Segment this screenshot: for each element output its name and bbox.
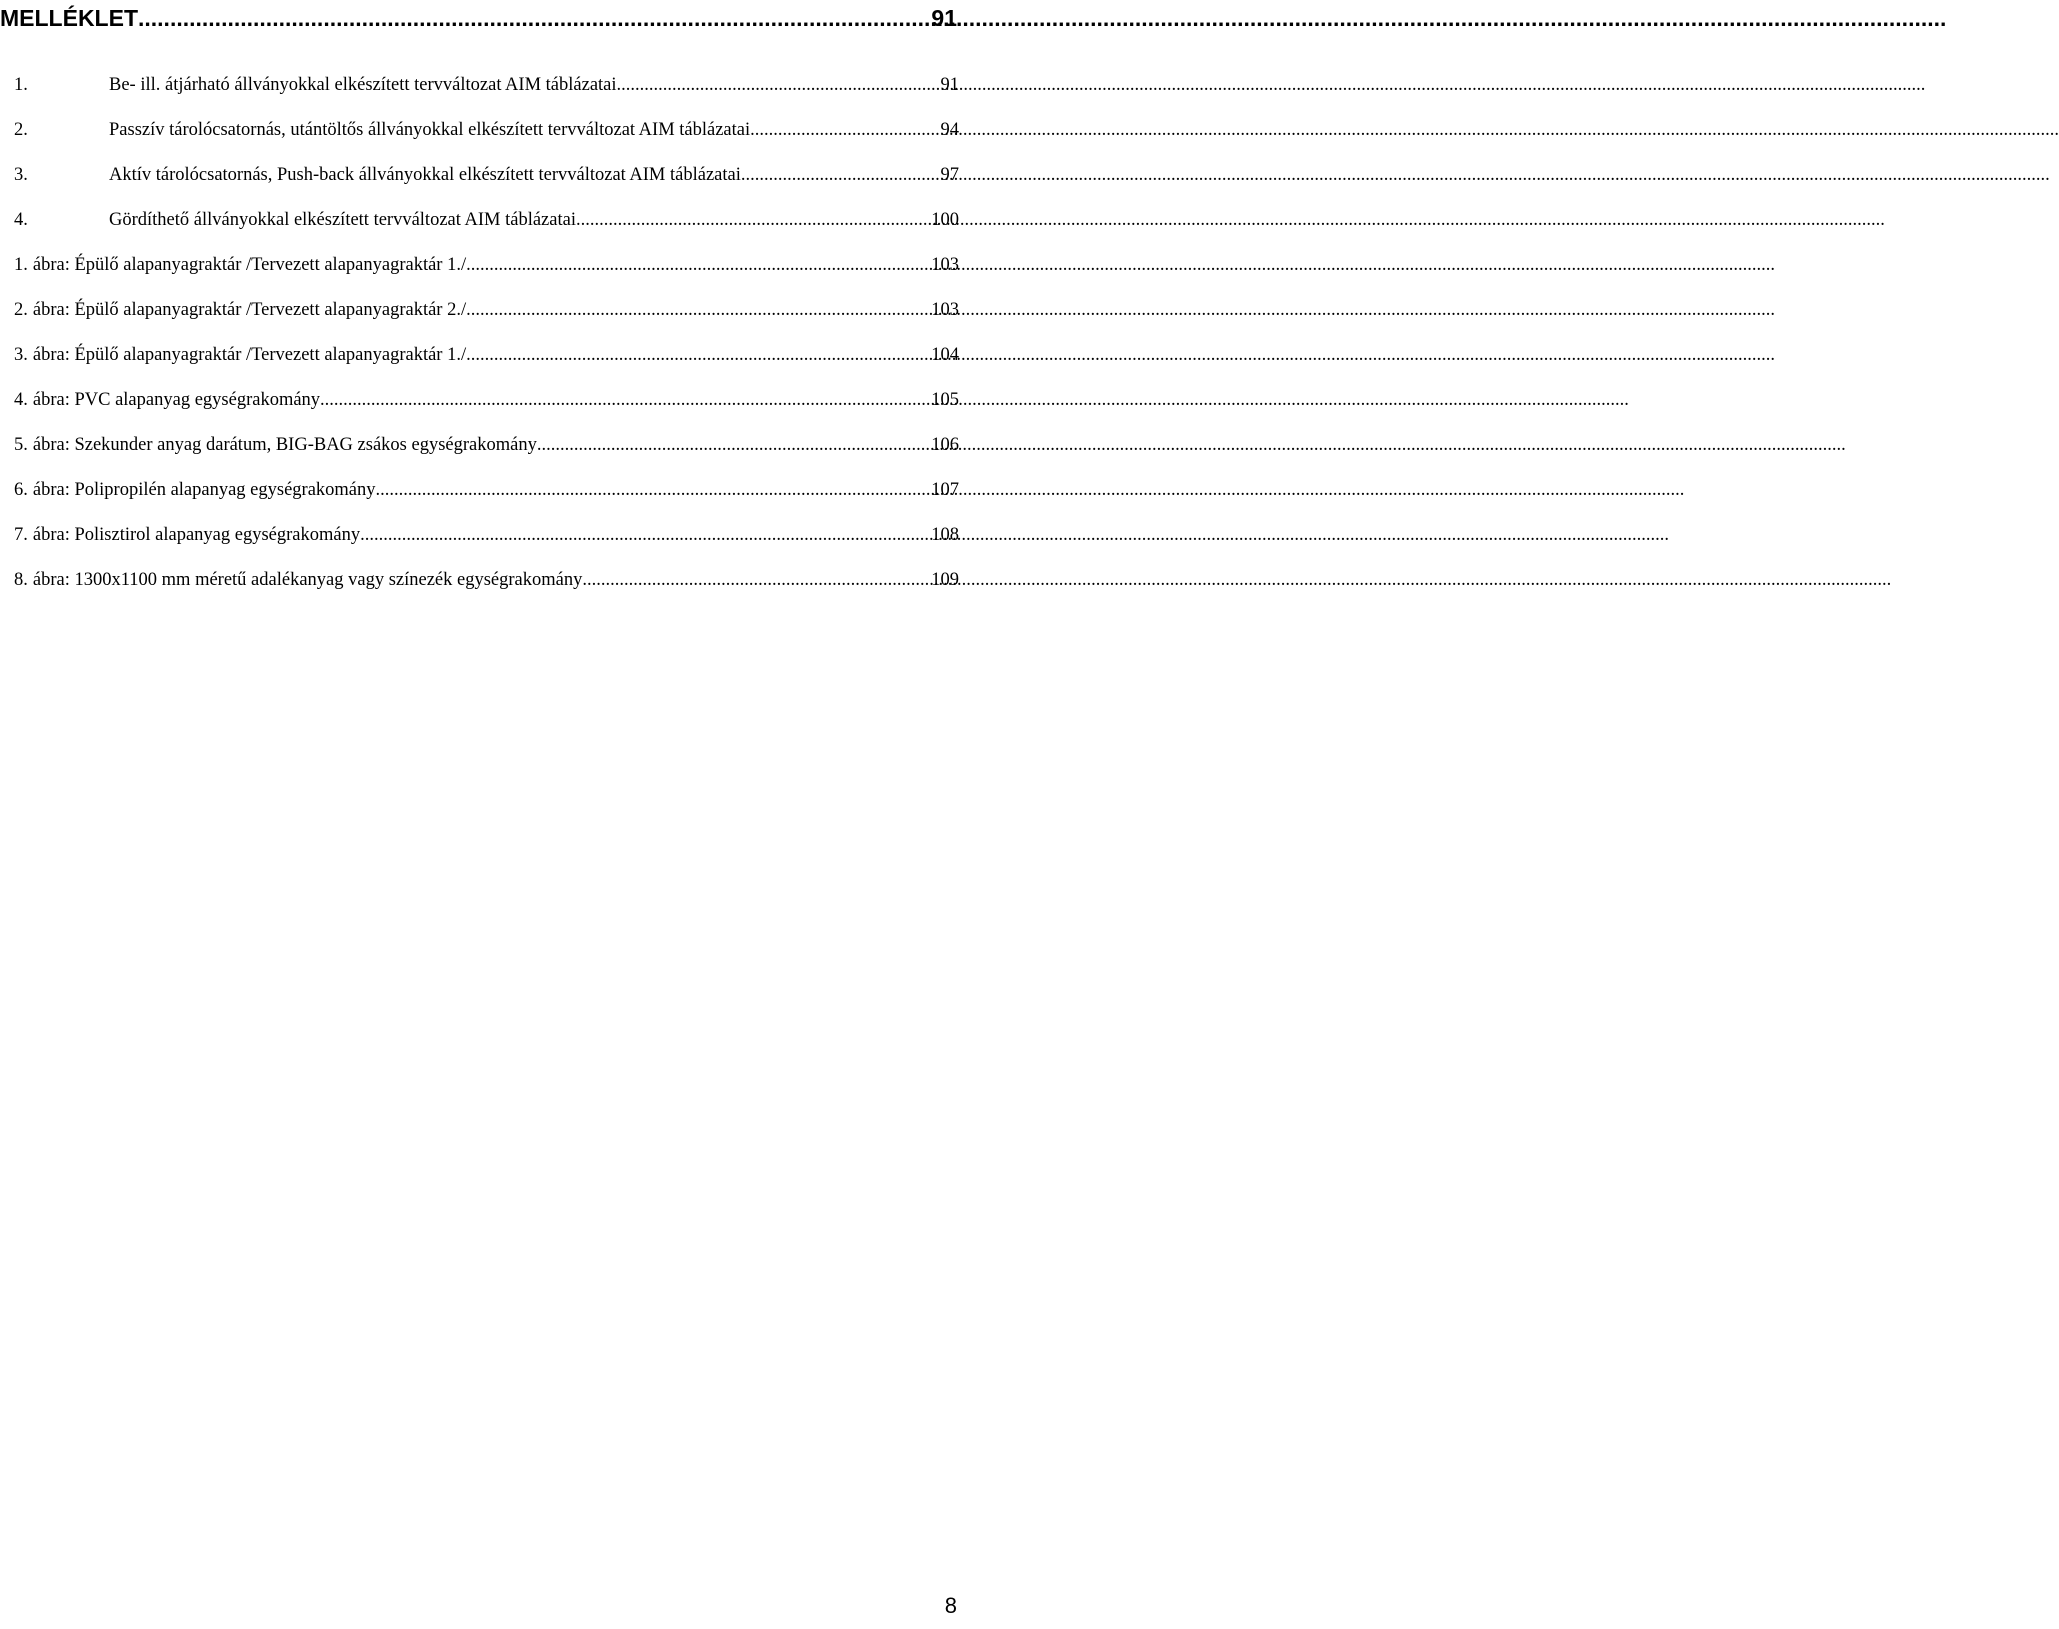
dot-leader [466, 343, 927, 367]
figure-number: 8. [14, 570, 28, 590]
page-number: 8 [944, 1593, 957, 1618]
dot-leader [138, 3, 925, 33]
toc-heading-melleklet [0, 3, 957, 33]
figure-number: 2. [14, 300, 28, 320]
toc-figure-entry-8 [14, 568, 959, 613]
figure-caption: ábra: Épülő alapanyagraktár /Tervezett alapanyagraktár 1./ [32, 255, 467, 275]
dot-leader [466, 298, 927, 322]
entry-text: Passzív tárolócsatornás, utántöltős állványokkal elkészített tervváltozat AIM táblázatai [109, 120, 751, 140]
dot-leader [576, 208, 927, 232]
dot-leader [466, 253, 927, 277]
figure-page-number: 103 [931, 300, 959, 320]
figure-caption: ábra: Polipropilén alapanyag egységrakomány [32, 480, 376, 500]
entry-text: Be- ill. átjárható állványokkal elkészített tervváltozat AIM táblázatai [109, 75, 617, 95]
entry-number: 1. [14, 75, 28, 95]
figure-page-number: 107 [931, 480, 959, 500]
toc-entry-4 [14, 208, 959, 253]
toc-figure-entry-3 [14, 343, 959, 388]
toc-list [14, 73, 959, 613]
toc-figure-entry-1 [14, 253, 959, 298]
figure-caption: ábra: Szekunder anyag darátum, BIG-BAG zsákos egységrakomány [32, 435, 537, 455]
dot-leader [360, 523, 927, 547]
figure-number: 7. [14, 525, 28, 545]
toc-figure-entry-5 [14, 433, 959, 478]
dot-leader [376, 478, 928, 502]
figure-page-number: 108 [931, 525, 959, 545]
figure-caption: ábra: Polisztirol alapanyag egységrakomány [32, 525, 361, 545]
toc-entry-1 [14, 73, 959, 118]
figure-number: 1. [14, 255, 28, 275]
dot-leader [582, 568, 927, 592]
toc-figure-entry-2 [14, 298, 959, 343]
figure-number: 5. [14, 435, 28, 455]
figure-caption: ábra: PVC alapanyag egységrakomány [32, 390, 321, 410]
figure-caption: ábra: Épülő alapanyagraktár /Tervezett alapanyagraktár 2./ [32, 300, 467, 320]
entry-number: 4. [14, 210, 28, 230]
dot-leader [750, 118, 936, 142]
entry-page-number: 91 [940, 75, 959, 95]
entry-text: Aktív tárolócsatornás, Push-back állványokkal elkészített tervváltozat AIM táblázatai [109, 165, 741, 185]
dot-leader [617, 73, 937, 97]
figure-number: 4. [14, 390, 28, 410]
entry-number: 2. [14, 120, 28, 140]
entry-page-number: 100 [931, 210, 959, 230]
entry-page-number: 94 [940, 120, 959, 140]
figure-page-number: 104 [931, 345, 959, 365]
toc-entry-3 [14, 163, 959, 208]
dot-leader [537, 433, 927, 457]
figure-page-number: 109 [931, 570, 959, 590]
figure-page-number: 103 [931, 255, 959, 275]
figure-number: 6. [14, 480, 28, 500]
entry-text: Gördíthető állványokkal elkészített tervváltozat AIM táblázatai [109, 210, 576, 230]
dot-leader [320, 388, 927, 412]
entry-page-number: 97 [940, 165, 959, 185]
toc-figure-entry-4 [14, 388, 959, 433]
figure-page-number: 106 [931, 435, 959, 455]
entry-number: 3. [14, 165, 28, 185]
heading-title: MELLÉKLET [0, 5, 138, 31]
heading-page-number: 91 [931, 5, 957, 31]
figure-number: 3. [14, 345, 28, 365]
figure-caption: ábra: Épülő alapanyagraktár /Tervezett alapanyagraktár 1./ [32, 345, 467, 365]
toc-entry-2 [14, 118, 959, 163]
dot-leader [741, 163, 937, 187]
figure-caption: ábra: 1300x1100 mm méretű adalékanyag vagy színezék egységrakomány [32, 570, 583, 590]
figure-page-number: 105 [931, 390, 959, 410]
toc-figure-entry-6 [14, 478, 959, 523]
toc-figure-entry-7 [14, 523, 959, 568]
